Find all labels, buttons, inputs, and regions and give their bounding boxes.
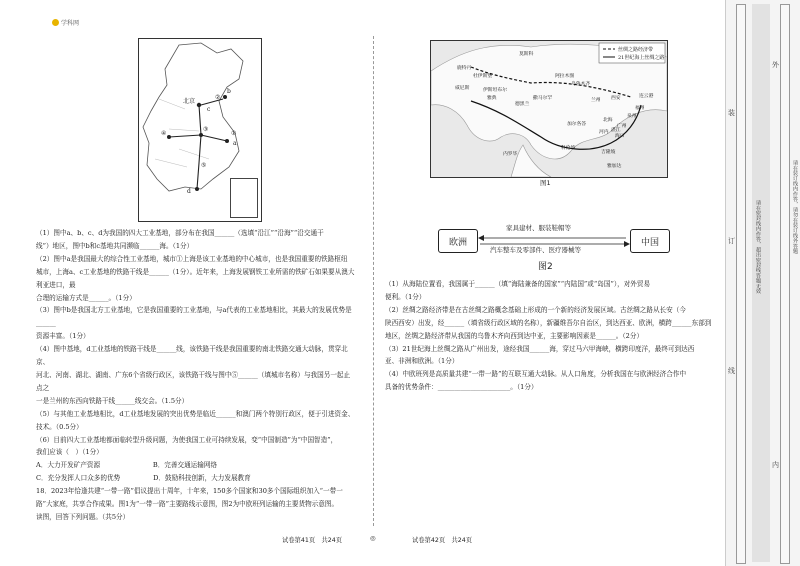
- map-label-city-1: ①: [231, 130, 237, 137]
- left-text-line-12: 技术。（0.5分）: [36, 422, 83, 431]
- left-text-line-5: 合理的运输方式是______。（1分）: [36, 293, 136, 302]
- left-text-line-10: 一是兰州的东西向铁路干线______线交会。（1.5分）: [36, 396, 189, 405]
- china-industrial-map: [138, 38, 262, 222]
- place-nairobi: 内罗毕: [503, 152, 518, 157]
- place-rotterdam: 鹿特丹: [457, 66, 472, 71]
- map-label-beijing: 北京: [183, 98, 196, 105]
- south-china-sea-inset: [230, 178, 258, 218]
- mark-wai: 外: [772, 61, 779, 69]
- mark-ding: 订: [728, 237, 735, 245]
- left-text-line-17: 18．2023年恰逢共建“一带一路”倡议提出十周年，十年来，150多个国家和30多个国际组织加入“一带一: [36, 487, 343, 496]
- place-lanzhou: 兰州: [591, 98, 601, 103]
- map-label-a: a: [233, 140, 237, 147]
- place-tehran: 德黑兰: [515, 102, 530, 107]
- china-europe-freight-diagram: [438, 223, 670, 271]
- figure2-caption: 图2: [538, 262, 553, 272]
- right-text-line-2: 便利。（1分）: [385, 292, 426, 301]
- left-text-line-7: 资源丰富。（1分）: [36, 332, 90, 341]
- place-quanzhou: 泉州: [627, 114, 637, 119]
- right-text-line-3: （2）丝绸之路经济带是在古丝绸之路概念基础上形成的一个新的经济发展区域。古丝绸之路从长安（今: [385, 305, 686, 314]
- left-text-line-8: （4）图中基地，d工业基地的铁路干线是______线，该铁路干线是我国重要的南北铁路交通大动脉，贯穿北京、: [36, 345, 348, 367]
- right-text-line-5: 地区，丝绸之路经济带从我国的乌鲁木齐向西到达中亚，主要影响因素是______。（2分）: [385, 331, 644, 340]
- right-text-line-4: 陕西西安）出发，经______（填省级行政区域的名称），新疆维吾尔自治区，到达西亚、欧洲，横跨______东部到: [385, 318, 712, 327]
- place-istanbul: 伊斯坦布尔: [483, 88, 507, 93]
- left-text-line-2: 线”）地区，图中b和c基地共同濒临______海。（1分）: [36, 241, 194, 250]
- import-goods-label: 家具建材、服装鞋帽等: [506, 224, 571, 232]
- left-text-line-4: 城市，上海a、c工业基地的铁路干线是______（1分）。近年来，上海发展钢铁工业所需的铁矿石如果要从澳大利亚进口，最: [36, 267, 355, 289]
- left-text-line-9: 河北、河南、湖北、湖南、广东6个省级行政区，该铁路干线与图中⑤______（填城市名称）与我国另一起止点之: [36, 370, 351, 392]
- map-label-d: d: [187, 188, 191, 195]
- place-kualalumpur: 吉隆坡: [601, 150, 616, 155]
- legend-belt: 丝绸之路经济带: [618, 47, 654, 53]
- left-text-line-13: （6）目前四大工业基地都面临转型升级问题，为使我国工业可持续发展，变“中国制造”为“中国智造”，: [36, 435, 338, 444]
- place-lianyungang: 连云港: [639, 94, 654, 99]
- figure1-caption: 图1: [540, 179, 551, 187]
- place-athens: 雅典: [487, 96, 497, 101]
- place-beihai: 北海: [603, 118, 613, 123]
- place-moscow: 莫斯科: [519, 52, 534, 57]
- place-fuzhou: 福州: [635, 106, 645, 111]
- mark-nei: 内: [772, 461, 779, 469]
- column-divider: [373, 36, 374, 526]
- right-text-line-1: （1）从海陆位置看，我国属于______（填“海陆兼备的国家”“内陆国”或“岛国”），对外贸易: [385, 280, 651, 288]
- left-text-line-3: （2）图中a是我国最大的综合性工业基地，城市①上海是该工业基地的中心城市，也是我国重要的铁路枢纽: [36, 254, 348, 263]
- logo-label: 学科网: [61, 20, 80, 27]
- place-haikou: 海口: [615, 134, 625, 139]
- belt-and-road-map: [430, 40, 668, 178]
- page-number-right: 试卷第42页 共24页: [412, 537, 473, 544]
- map-label-c: c: [207, 106, 211, 113]
- map-label-city-3: ③: [203, 126, 209, 133]
- sidebar-outer-note: 请在装订线内作答，请勿在装订线外答题: [792, 160, 798, 254]
- gutter-outer: [780, 4, 790, 564]
- place-guangzhou: 广州: [617, 124, 627, 129]
- place-venice: 威尼斯: [455, 86, 470, 91]
- publisher-logo: [52, 18, 79, 27]
- left-question-column: [36, 227, 356, 524]
- place-zhanjiang: 湛江: [611, 128, 621, 133]
- left-text-line-16: C．充分发挥人口众多的优势 D．鼓励科技创新，大力发展教育: [36, 474, 251, 483]
- map-label-city-5: ⑤: [201, 162, 207, 169]
- right-text-line-7: 亚、非洲和欧洲。（1分）: [385, 357, 459, 366]
- place-urumqi: 乌鲁木齐: [571, 82, 591, 87]
- place-xian: 西安: [611, 96, 621, 101]
- gutter-inner: [736, 4, 746, 564]
- belt-and-road-drawing: [431, 41, 667, 177]
- right-text-line-8: （4）中欧班列是高质量共建“一带一路”的互联互通大动脉。从人口角度，分析我国在与欧洲经济合作中: [385, 370, 687, 379]
- place-almaty: 阿拉木图: [555, 74, 575, 79]
- logo-icon: [52, 19, 59, 26]
- place-colombo: 科伦坡: [561, 146, 576, 151]
- left-text-line-19: 读图，回答下列问题。（共5分）: [36, 512, 130, 521]
- mark-zhuang: 装: [728, 109, 735, 117]
- place-duisburg: 杜伊斯堡: [473, 74, 493, 79]
- export-goods-label: 汽车整车及零部件、医疗器械等: [490, 246, 581, 254]
- mark-xian: 线: [728, 367, 735, 375]
- left-text-line-15: A．大力开发矿产资源 B．完善交通运输网络: [36, 461, 218, 470]
- sidebar-inner-note: 请在密封线内作答，超出密封线答题无效: [755, 200, 761, 294]
- left-text-line-11: （5）与其他工业基地相比，d工业基地发展的突出优势是临近______和澳门两个特别行政区，便于引进资金、: [36, 409, 355, 418]
- china-box: 中国: [630, 229, 670, 253]
- map-label-city-2: ②: [215, 94, 221, 101]
- left-text-line-6: （3）图中b是我国北方工业基地，它是我国重要的工业基地，与a代表的工业基地相比，其最大的发展优势是______: [36, 306, 352, 328]
- map-label-city-4: ④: [161, 130, 167, 137]
- right-text-line-6: （3）21世纪海上丝绸之路从广州出发，途经我国______海，穿过马六甲海峡，横跨印度洋，最终可到达西: [385, 344, 695, 353]
- right-text-line-9: 具备的优势条件：______________________。（1分）: [385, 383, 538, 392]
- map-label-b: b: [227, 88, 231, 95]
- right-question-column: [385, 278, 715, 394]
- place-jakarta: 雅加达: [607, 164, 622, 169]
- binding-margin: [725, 0, 800, 566]
- page-center-mark: ◎: [370, 535, 376, 542]
- legend-road: 21世纪海上丝绸之路: [618, 55, 665, 61]
- place-samarkand: 撒马尔罕: [533, 96, 553, 101]
- europe-box: 欧洲: [438, 229, 478, 253]
- left-text-line-1: （1）图中a、b、c、d为我国的四大工业基地，部分布在我国______（选填“沿江”“沿海”“沿交通干: [36, 229, 324, 237]
- page-number-left: 试卷第41页 共24页: [282, 537, 343, 544]
- place-hanoi: 河内: [599, 130, 609, 135]
- place-kolkata: 加尔各答: [567, 122, 587, 127]
- left-text-line-18: 路”大家庭，共享合作成果。图1为“一带一路”主要路线示意图，图2为中欧班列运输的主要货物示意图。: [36, 500, 339, 509]
- left-text-line-14: 我们应该（ ）（1分）: [36, 448, 103, 457]
